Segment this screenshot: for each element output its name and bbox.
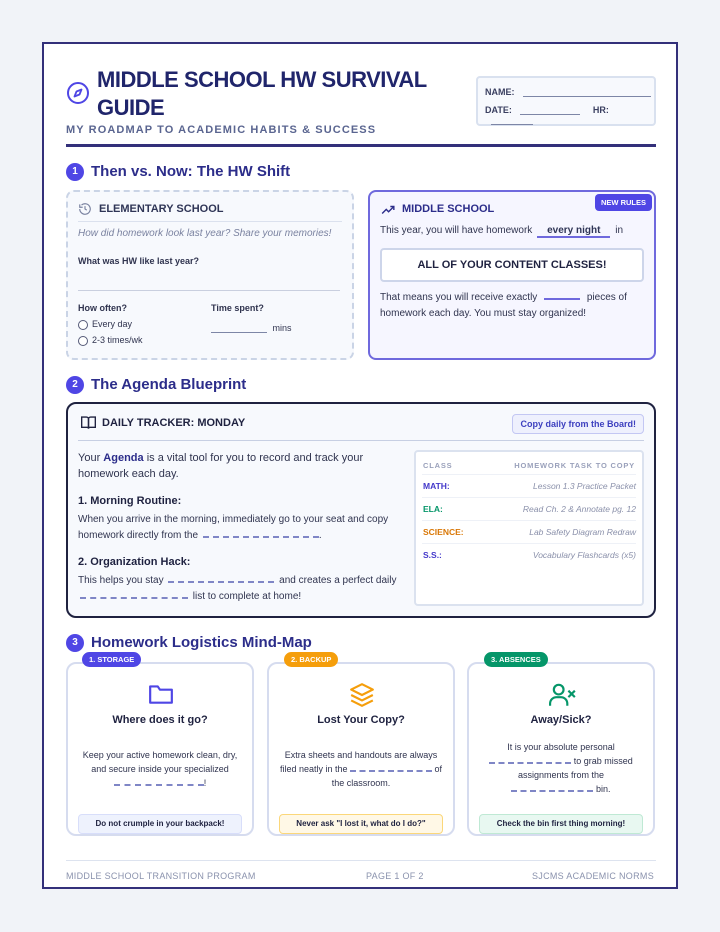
section-2-number: 2 bbox=[66, 376, 84, 394]
line1-pre: This year, you will have homework bbox=[380, 225, 533, 236]
bin-blank[interactable] bbox=[511, 782, 593, 792]
agenda-tracker-card bbox=[66, 402, 656, 618]
absences-card bbox=[467, 662, 655, 836]
storage-question: Where does it go? bbox=[112, 714, 208, 726]
intro-pre: Your bbox=[78, 452, 101, 464]
history-icon bbox=[78, 202, 92, 216]
worksheet-page bbox=[42, 42, 678, 889]
absences-tip: Check the bin first thing morning! bbox=[479, 814, 643, 834]
homework-count-text bbox=[380, 290, 644, 322]
footer-left: MIDDLE SCHOOL TRANSITION PROGRAM bbox=[66, 871, 256, 881]
org-text-2: and creates a perfect bbox=[279, 575, 374, 586]
storage-blank[interactable] bbox=[114, 776, 204, 786]
line1-post: in bbox=[615, 225, 624, 236]
time-spent-row bbox=[211, 323, 292, 333]
footer-page: PAGE 1 OF 2 bbox=[366, 871, 424, 881]
line2-post: pieces of homework each day. You must stay organized! bbox=[380, 292, 627, 319]
elementary-prompt: How did homework look last year? Share your memories! bbox=[78, 228, 332, 239]
time-spent-label: Time spent? bbox=[211, 303, 264, 313]
col-class-header: CLASS bbox=[423, 461, 453, 470]
new-rules-badge: NEW RULES bbox=[595, 194, 652, 211]
storage-card bbox=[66, 662, 254, 836]
intro-post: is a vital tool for you to record and track your homework each day. bbox=[78, 452, 364, 480]
option-label: 2-3 times/wk bbox=[92, 335, 143, 345]
task-cell: Vocabulary Flashcards (x5) bbox=[532, 550, 636, 560]
name-date-box bbox=[476, 76, 656, 126]
radio-2-3-times[interactable] bbox=[78, 336, 88, 346]
trend-icon bbox=[380, 203, 396, 217]
storage-desc-end: ! bbox=[203, 778, 207, 788]
backup-card bbox=[267, 662, 455, 836]
page-subtitle: MY ROADMAP TO ACADEMIC HABITS & SUCCESS bbox=[66, 124, 377, 136]
daily-blank[interactable] bbox=[80, 589, 188, 599]
absences-desc-mid: to grab missed assignments from the bbox=[517, 756, 633, 780]
storage-tag: 1. STORAGE bbox=[82, 652, 141, 667]
absences-desc-end: bin. bbox=[596, 784, 611, 794]
backup-question: Lost Your Copy? bbox=[317, 714, 405, 726]
every-night-fill: every night bbox=[537, 225, 610, 238]
hr-label: HR: bbox=[592, 105, 609, 115]
agenda-intro bbox=[78, 450, 398, 482]
table-row bbox=[422, 543, 636, 565]
section-3-number: 3 bbox=[66, 634, 84, 652]
folder-icon bbox=[148, 682, 174, 706]
copy-daily-badge: Copy daily from the Board! bbox=[512, 414, 644, 434]
morning-blank[interactable] bbox=[203, 528, 319, 538]
class-cell: MATH: bbox=[423, 481, 450, 491]
section-3-heading: Homework Logistics Mind-Map bbox=[91, 634, 312, 651]
backup-blank[interactable] bbox=[350, 762, 432, 772]
homework-frequency bbox=[380, 225, 623, 238]
agenda-divider bbox=[78, 440, 644, 441]
footer-right: SJCMS ACADEMIC NORMS bbox=[531, 871, 654, 881]
table-row bbox=[422, 520, 636, 542]
elementary-title: ELEMENTARY SCHOOL bbox=[99, 203, 224, 215]
task-cell: Lesson 1.3 Practice Packet bbox=[532, 481, 636, 491]
absences-tag: 3. ABSENCES bbox=[484, 652, 548, 667]
middle-school-title: MIDDLE SCHOOL bbox=[402, 203, 495, 215]
organization-hack-text bbox=[78, 573, 408, 605]
compass-icon bbox=[66, 81, 90, 105]
option-2-3-times[interactable] bbox=[78, 335, 143, 346]
morning-text: When you arrive in the morning, immediately go to your seat and copy homework directly from the bbox=[78, 514, 389, 541]
backup-tag: 2. BACKUP bbox=[284, 652, 338, 667]
name-field[interactable] bbox=[523, 87, 651, 97]
table-row bbox=[422, 474, 636, 496]
org-text-4: list to complete at home! bbox=[192, 591, 302, 602]
layers-icon bbox=[349, 682, 375, 708]
divider bbox=[78, 221, 342, 222]
backup-desc bbox=[279, 748, 443, 790]
footer-rule bbox=[66, 860, 656, 861]
radio-every-day[interactable] bbox=[78, 320, 88, 330]
absences-desc-text: It is your absolute personal bbox=[507, 742, 615, 752]
storage-desc bbox=[78, 748, 242, 790]
tracker-title: DAILY TRACKER: MONDAY bbox=[102, 417, 246, 429]
mins-label: mins bbox=[272, 323, 292, 333]
user-x-icon bbox=[549, 682, 577, 708]
option-label: Every day bbox=[92, 319, 133, 329]
col-task-header: HOMEWORK TASK TO COPY bbox=[514, 461, 635, 470]
task-cell: Read Ch. 2 & Annotate pg. 12 bbox=[522, 504, 636, 514]
section-1-number: 1 bbox=[66, 163, 84, 181]
how-often-label: How often? bbox=[78, 303, 127, 313]
absences-question: Away/Sick? bbox=[530, 714, 592, 726]
homework-table bbox=[414, 450, 644, 606]
hr-field[interactable] bbox=[491, 115, 533, 125]
section-2-heading: The Agenda Blueprint bbox=[91, 376, 247, 393]
class-cell: ELA: bbox=[423, 504, 443, 514]
elementary-card bbox=[66, 190, 354, 360]
backup-desc-end: of the classroom. bbox=[331, 764, 443, 788]
absences-desc bbox=[479, 740, 643, 796]
task-cell: Lab Safety Diagram Redraw bbox=[529, 527, 636, 537]
date-field[interactable] bbox=[520, 105, 580, 115]
storage-tip: Do not crumple in your backpack! bbox=[78, 814, 242, 834]
agenda-word: Agenda bbox=[103, 452, 144, 464]
pieces-blank[interactable] bbox=[544, 290, 580, 300]
all-content-classes-box: ALL OF YOUR CONTENT CLASSES! bbox=[380, 248, 644, 282]
book-icon bbox=[80, 415, 97, 430]
class-cell: S.S.: bbox=[423, 550, 442, 560]
backup-desc-text: Extra sheets and handouts are always filed neatly in the bbox=[279, 750, 438, 774]
responsibility-blank[interactable] bbox=[489, 754, 571, 764]
organization-hack-heading: 2. Organization Hack: bbox=[78, 556, 191, 568]
storage-desc-text: Keep your active homework clean, dry, and secure inside your specialized bbox=[82, 750, 238, 774]
line2-pre: That means you will receive exactly bbox=[380, 292, 538, 303]
header-rule bbox=[66, 144, 656, 147]
organized-blank[interactable] bbox=[168, 573, 274, 583]
backup-tip: Never ask "I lost it, what do I do?" bbox=[279, 814, 443, 834]
middle-school-card bbox=[368, 190, 656, 360]
date-label: DATE: bbox=[485, 105, 512, 115]
table-row bbox=[422, 497, 636, 519]
option-every-day[interactable] bbox=[78, 319, 132, 330]
answer-line[interactable] bbox=[78, 290, 340, 291]
time-spent-field[interactable] bbox=[211, 323, 267, 333]
page-title: MIDDLE SCHOOL HW SURVIVAL GUIDE bbox=[97, 67, 427, 120]
org-text-3: daily bbox=[375, 575, 397, 586]
org-text-1: This helps you stay bbox=[78, 575, 164, 586]
section-1-heading: Then vs. Now: The HW Shift bbox=[91, 163, 291, 180]
class-cell: SCIENCE: bbox=[423, 527, 464, 537]
name-label: NAME: bbox=[485, 87, 515, 97]
q-hw-last-year: What was HW like last year? bbox=[78, 256, 200, 266]
morning-routine-text: When you arrive in the morning, immediately go to your seat and copy homework directly from the . bbox=[78, 514, 389, 541]
morning-routine-heading: 1. Morning Routine: bbox=[78, 495, 182, 507]
